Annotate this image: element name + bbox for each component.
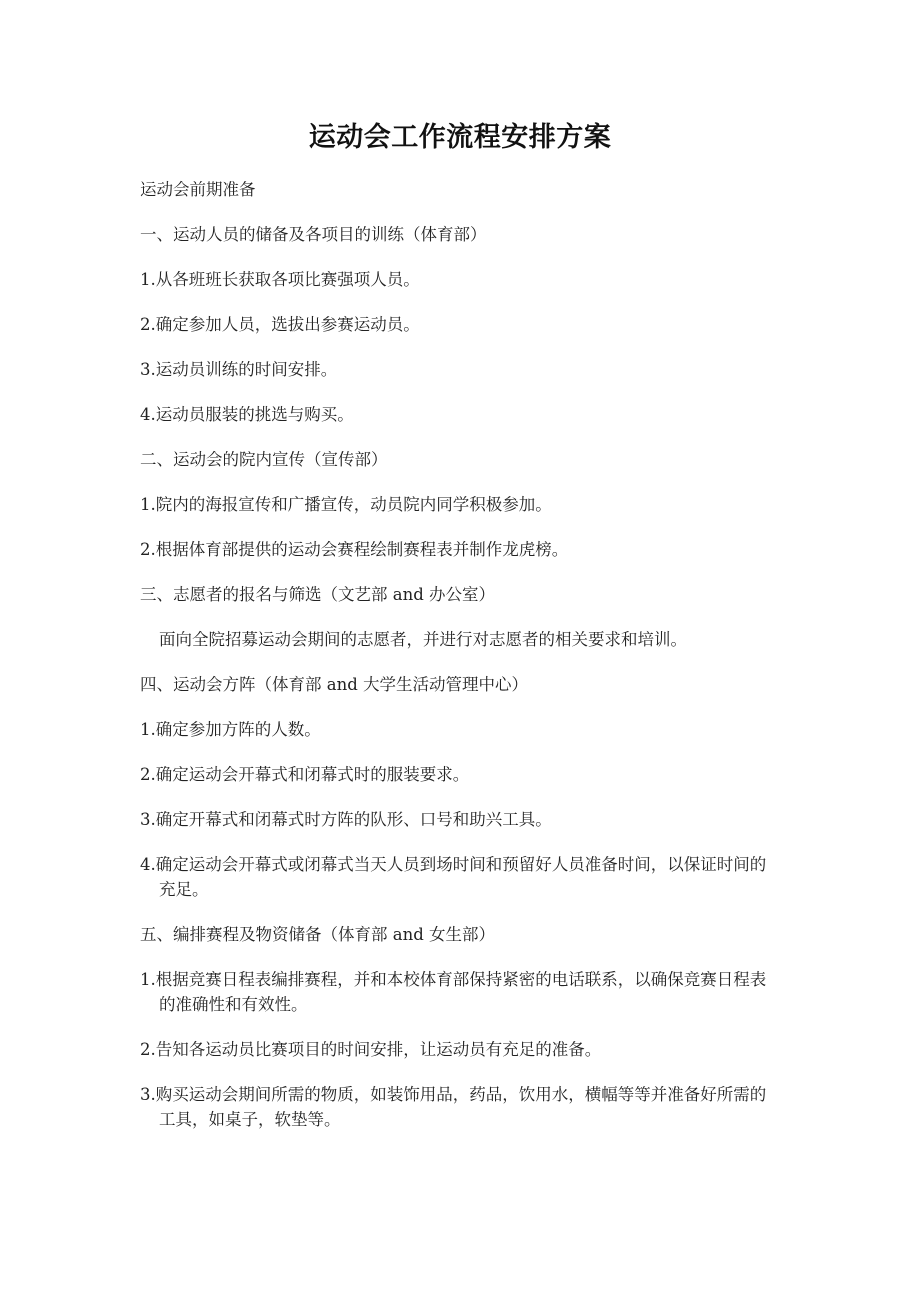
section-heading-1: 一、运动人员的储备及各项目的训练（体育部） [140,225,487,244]
list-item: 1.院内的海报宣传和广播宣传，动员院内同学积极参加。 [140,495,552,514]
list-item: 1.从各班班长获取各项比赛强项人员。 [140,270,420,289]
document-body [140,177,780,1132]
list-item: 2.根据体育部提供的运动会赛程绘制赛程表并制作龙虎榜。 [140,540,569,559]
section-heading-5: 五、编排赛程及物资储备（体育部 and 女生部） [140,925,496,944]
list-item: 3.购买运动会期间所需的物质，如装饰用品，药品，饮用水，横幅等等并准备好所需的工具，如桌子，软垫等。 [140,1085,767,1129]
list-item: 1.根据竞赛日程表编排赛程，并和本校体育部保持紧密的电话联系，以确保竞赛日程表的准确性和有效性。 [140,970,767,1014]
section-paragraph: 面向全院招募运动会期间的志愿者，并进行对志愿者的相关要求和培训。 [159,630,687,649]
document-title: 运动会工作流程安排方案 [308,122,612,153]
list-item: 2.确定运动会开幕式和闭幕式时的服装要求。 [140,765,470,784]
intro-text: 运动会前期准备 [140,180,256,199]
list-item: 2.确定参加人员，选拔出参赛运动员。 [140,315,420,334]
section-heading-4: 四、运动会方阵（体育部 and 大学生活动管理中心） [140,675,529,694]
list-item: 1.确定参加方阵的人数。 [140,720,321,739]
list-item: 4.确定运动会开幕式或闭幕式当天人员到场时间和预留好人员准备时间，以保证时间的充足。 [140,855,767,899]
list-item: 2.告知各运动员比赛项目的时间安排，让运动员有充足的准备。 [140,1040,602,1059]
section-heading-3: 三、志愿者的报名与筛选（文艺部 and 办公室） [140,585,496,604]
list-item: 3.运动员训练的时间安排。 [140,360,338,379]
list-item: 3.确定开幕式和闭幕式时方阵的队形、口号和助兴工具。 [140,810,552,829]
list-item: 4.运动员服装的挑选与购买。 [140,405,354,424]
section-heading-2: 二、运动会的院内宣传（宣传部） [140,450,388,469]
